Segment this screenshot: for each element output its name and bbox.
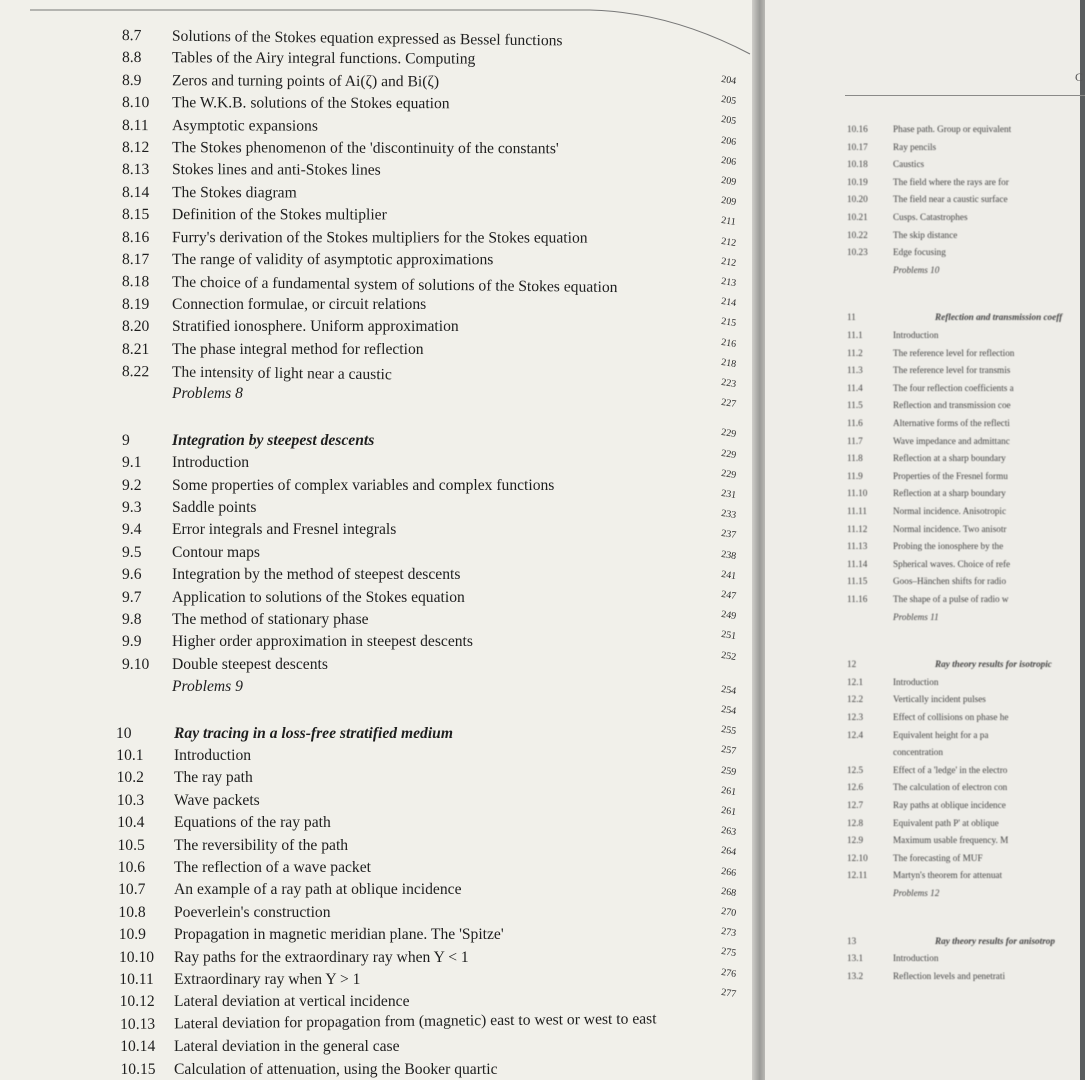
- corner-mark: C: [1075, 70, 1084, 84]
- page-number: 233: [720, 508, 737, 522]
- entry-number: 8.17: [121, 251, 150, 269]
- entry-number: 11.9: [847, 470, 863, 481]
- entry-title: Poeverlein's construction: [173, 903, 331, 921]
- entry-number: 9: [122, 431, 130, 449]
- entry-number: 10: [116, 724, 132, 742]
- entry-title: The ray path: [173, 769, 253, 787]
- page-number: 252: [720, 649, 737, 663]
- entry-title: Problems 12: [893, 888, 940, 898]
- page-number: 254: [720, 704, 737, 717]
- entry-number: 8.13: [121, 161, 150, 179]
- entry-number: 12.9: [847, 835, 864, 846]
- entry-number: 12.6: [847, 782, 864, 793]
- entry-title: Application to solutions of the Stokes equation: [172, 588, 465, 606]
- entry-title: Higher order approximation in steepest descents: [172, 633, 473, 651]
- page-number: 205: [720, 114, 737, 128]
- entry-number: 11.8: [847, 453, 863, 464]
- entry-number: 9.8: [122, 611, 142, 628]
- entry-number: 10.9: [118, 926, 146, 944]
- entry-title: Introduction: [172, 454, 250, 472]
- entry-title: Reflection and transmission coeff: [935, 312, 1063, 323]
- entry-title: Ray tracing in a loss-free stratified medium: [174, 724, 453, 742]
- entry-title: Problems 11: [893, 611, 939, 622]
- entry-title: Vertically incident pulses: [893, 694, 986, 705]
- book-gutter: [752, 0, 765, 1080]
- entry-number: 8.19: [122, 295, 150, 313]
- entry-title: Lateral deviation for propagation from (magnetic) east to west or west to east: [173, 1010, 657, 1033]
- page-number: 229: [720, 447, 737, 461]
- entry-title: The Stokes phenomenon of the 'discontinuity of the constants': [171, 139, 559, 158]
- page-number: 270: [720, 906, 737, 919]
- entry-title: Reflection levels and penetrati: [893, 970, 1005, 981]
- table-of-contents-right: [765, 0, 1080, 1080]
- page-number: 205: [720, 94, 737, 108]
- entry-title: Stratified ionosphere. Uniform approximation: [172, 318, 459, 336]
- entry-title: Ray theory results for isotropic: [935, 659, 1052, 670]
- right-page: [765, 0, 1084, 1080]
- page-number: 206: [720, 134, 737, 148]
- entry-title: Effect of a 'ledge' in the electro: [893, 764, 1008, 775]
- page-number: 261: [720, 784, 737, 798]
- entry-title: Problems 8: [172, 385, 243, 403]
- entry-title: Solutions of the Stokes equation expressed as Bessel functions: [171, 27, 563, 50]
- entry-title: The reversibility of the path: [174, 836, 349, 854]
- entry-number: 10.4: [117, 814, 145, 832]
- entry-number: 10.7: [118, 881, 146, 899]
- entry-number: 11.5: [847, 400, 863, 411]
- entry-number: 13.2: [847, 970, 864, 981]
- entry-number: 10.8: [118, 903, 146, 921]
- entry-number: 10.15: [120, 1060, 156, 1078]
- entry-title: The choice of a fundamental system of solutions of the Stokes equation: [171, 274, 618, 297]
- entry-number: 11.2: [847, 347, 863, 358]
- entry-number: 12.4: [847, 729, 864, 740]
- page-number: 238: [720, 548, 737, 562]
- entry-title: An example of a ray path at oblique incidence: [173, 881, 462, 899]
- entry-title: Propagation in magnetic meridian plane. The 'Spitze': [173, 926, 504, 944]
- entry-title: Asymptotic expansions: [171, 116, 318, 135]
- entry-number: 10.12: [119, 993, 155, 1011]
- page-number: 277: [720, 986, 737, 1000]
- entry-title: Introduction: [893, 953, 939, 964]
- entry-number: 12.11: [847, 870, 868, 881]
- entry-number: 12.2: [847, 694, 864, 705]
- entry-number: 10.1: [116, 747, 144, 764]
- page-number: 204: [720, 74, 737, 87]
- page-number: 229: [720, 427, 737, 441]
- entry-title: Definition of the Stokes multiplier: [171, 206, 387, 224]
- page-number: 209: [720, 175, 737, 188]
- entry-title: Introduction: [893, 676, 939, 687]
- entry-number: 10.18: [847, 159, 868, 170]
- entry-title: concentration: [893, 747, 943, 758]
- entry-number: 11.15: [847, 576, 868, 587]
- entry-title: Ray paths at oblique incidence: [893, 800, 1006, 810]
- page-number: 254: [720, 683, 737, 697]
- entry-title: Extraordinary ray when Y > 1: [173, 971, 361, 988]
- page-number: 273: [720, 926, 737, 940]
- page-number: 206: [720, 154, 737, 168]
- entry-number: 10.13: [119, 1015, 156, 1033]
- entry-title: Stokes lines and anti-Stokes lines: [171, 161, 381, 180]
- page-number: 241: [720, 568, 737, 582]
- entry-title: Properties of the Fresnel formu: [893, 470, 1008, 481]
- page-number: 218: [720, 356, 737, 370]
- entry-number: 10.5: [117, 836, 145, 854]
- entry-title: Wave impedance and admittanc: [893, 435, 1010, 446]
- entry-number: 12.1: [847, 676, 864, 687]
- entry-number: 10.10: [119, 948, 155, 966]
- entry-title: Ray pencils: [893, 141, 937, 152]
- page-number: 266: [720, 865, 737, 879]
- entry-number: 8.15: [121, 206, 150, 224]
- entry-number: 10.3: [116, 791, 145, 809]
- entry-title: Equivalent height for a pa: [893, 729, 989, 740]
- page-number: 261: [720, 805, 737, 818]
- entry-title: The phase integral method for reflection: [172, 340, 424, 358]
- page-number: 231: [720, 488, 737, 501]
- entry-title: Martyn's theorem for attenuat: [893, 870, 1003, 881]
- page-number: 223: [720, 377, 737, 390]
- entry-title: Edge focusing: [893, 247, 946, 258]
- entry-title: Ray theory results for anisotrop: [935, 935, 1055, 946]
- entry-title: The reference level for reflection: [893, 347, 1015, 358]
- entry-number: 12.7: [847, 800, 864, 810]
- entry-number: 8.20: [122, 318, 150, 336]
- page-number: 263: [720, 825, 737, 839]
- page-number: 249: [720, 609, 737, 623]
- entry-number: 9.5: [122, 543, 142, 561]
- page-number: 227: [720, 397, 737, 411]
- entry-number: 9.6: [122, 566, 142, 584]
- entry-title: Probing the ionosphere by the: [893, 541, 1004, 552]
- entry-title: Normal incidence. Anisotropic: [893, 506, 1007, 516]
- entry-title: The forecasting of MUF: [893, 852, 983, 863]
- entry-number: 10.17: [847, 141, 868, 152]
- entry-title: The shape of a pulse of radio w: [893, 594, 1009, 604]
- entry-number: 9.10: [122, 655, 150, 673]
- page-number: 214: [720, 296, 737, 310]
- entry-title: Introduction: [893, 330, 939, 340]
- page-number: 255: [720, 724, 737, 738]
- entry-title: The reference level for transmis: [893, 365, 1011, 376]
- entry-title: Effect of collisions on phase he: [893, 712, 1009, 722]
- entry-number: 10.2: [116, 769, 144, 787]
- entry-title: Double steepest descents: [172, 655, 328, 673]
- entry-number: 8.14: [121, 183, 150, 201]
- entry-title: Ray paths for the extraordinary ray when Y < 1: [174, 948, 469, 966]
- entry-number: 10.11: [119, 971, 154, 988]
- page-number: 213: [720, 276, 737, 289]
- page-number: 251: [720, 629, 737, 643]
- entry-number: 11.14: [847, 558, 868, 569]
- entry-title: Contour maps: [172, 543, 260, 561]
- entry-title: Normal incidence. Two anisotr: [893, 523, 1007, 534]
- entry-title: The range of validity of asymptotic approximations: [171, 251, 494, 269]
- entry-number: 8.12: [121, 139, 150, 157]
- entry-number: 11.12: [847, 523, 868, 534]
- entry-title: Maximum usable frequency. M: [893, 835, 1009, 846]
- entry-number: 11.3: [847, 365, 863, 376]
- entry-number: 10.22: [847, 229, 868, 240]
- entry-number: 10.19: [847, 176, 868, 187]
- page-number: 259: [720, 764, 737, 778]
- entry-title: The Stokes diagram: [171, 183, 297, 202]
- entry-title: The W.K.B. solutions of the Stokes equation: [171, 94, 450, 113]
- entry-title: The field where the rays are for: [893, 176, 1009, 187]
- entry-title: Goos–Hänchen shifts for radio: [893, 576, 1007, 587]
- entry-title: Equivalent path P' at oblique: [893, 817, 999, 828]
- page-number: 209: [720, 195, 737, 209]
- entry-title: Alternative forms of the reflecti: [893, 418, 1010, 428]
- entry-number: 10.20: [847, 194, 868, 205]
- entry-title: Lateral deviation at vertical incidence: [173, 993, 410, 1011]
- entry-title: Some properties of complex variables and complex functions: [172, 476, 555, 494]
- entry-number: 8.21: [122, 340, 150, 358]
- entry-title: The reflection of a wave packet: [173, 859, 371, 876]
- page-number: 229: [720, 467, 737, 481]
- entry-number: 9.3: [122, 499, 142, 516]
- entry-number: 11.1: [847, 330, 863, 340]
- entry-number: 8.7: [121, 27, 142, 45]
- entry-number: 12.10: [847, 852, 868, 863]
- entry-title: Calculation of attenuation, using the Booker quartic: [174, 1060, 498, 1078]
- entry-title: Problems 10: [893, 264, 940, 275]
- entry-number: 8.18: [121, 273, 150, 291]
- page-number: 257: [720, 744, 737, 758]
- entry-number: 12: [847, 659, 857, 670]
- entry-number: 10.23: [847, 247, 868, 258]
- entry-title: Reflection at a sharp boundary: [893, 488, 1006, 499]
- entry-title: Caustics: [893, 159, 925, 170]
- page-number: 211: [720, 215, 737, 229]
- page-number: 264: [720, 845, 737, 859]
- entry-number: 8.9: [121, 71, 142, 89]
- entry-number: 9.7: [122, 588, 142, 606]
- entry-title: The calculation of electron con: [893, 782, 1008, 793]
- entry-number: 10.16: [847, 124, 868, 134]
- entry-number: 8.22: [121, 363, 150, 381]
- page-number: 212: [720, 255, 737, 269]
- entry-title: Furry's derivation of the Stokes multipliers for the Stokes equation: [171, 228, 588, 247]
- page-number-column: [722, 0, 748, 1080]
- entry-number: 9.2: [122, 476, 142, 494]
- entry-title: The four reflection coefficients a: [893, 382, 1014, 393]
- entry-number: 8.8: [121, 49, 142, 67]
- entry-title: Connection formulae, or circuit relations: [172, 295, 427, 313]
- page-number: 268: [720, 885, 737, 899]
- entry-number: 11.13: [847, 541, 868, 552]
- entry-title: Reflection and transmission coe: [893, 400, 1011, 411]
- entry-number: 11.6: [847, 418, 863, 428]
- entry-title: Reflection at a sharp boundary: [893, 453, 1006, 464]
- page-number: 215: [720, 316, 737, 330]
- entry-number: 9.9: [122, 633, 142, 651]
- entry-number: 9.1: [122, 454, 142, 472]
- page-number: 276: [720, 966, 737, 980]
- entry-title: Integration by the method of steepest descents: [172, 566, 461, 584]
- entry-title: The field near a caustic surface: [893, 194, 1008, 205]
- page-number: 212: [720, 235, 737, 249]
- entry-title: Zeros and turning points of Ai(ζ) and Bi(ζ): [171, 72, 440, 91]
- entry-number: 11.7: [847, 435, 863, 446]
- entry-title: Introduction: [173, 747, 252, 764]
- entry-number: 8.11: [121, 116, 149, 134]
- entry-number: 10.14: [120, 1038, 156, 1056]
- entry-number: 8.10: [121, 94, 150, 112]
- entry-title: Phase path. Group or equivalent: [893, 124, 1012, 134]
- entry-number: 10.21: [847, 212, 868, 222]
- entry-title: The skip distance: [893, 229, 958, 240]
- entry-title: Integration by steepest descents: [172, 431, 375, 449]
- page-number: 237: [720, 528, 737, 542]
- entry-number: 12.5: [847, 764, 864, 775]
- entry-title: The intensity of light near a caustic: [171, 363, 392, 384]
- entry-number: 9.4: [122, 521, 142, 539]
- entry-number: 11.16: [847, 594, 868, 604]
- entry-title: Spherical waves. Choice of refe: [893, 558, 1011, 569]
- entry-title: Lateral deviation in the general case: [173, 1038, 400, 1056]
- entry-title: Error integrals and Fresnel integrals: [172, 521, 397, 539]
- entry-number: 12.3: [847, 712, 864, 722]
- entry-title: Wave packets: [173, 791, 260, 809]
- page-number: 247: [720, 589, 737, 602]
- entry-number: 13.1: [847, 953, 864, 964]
- entry-number: 8.16: [121, 228, 150, 246]
- entry-number: 13: [847, 935, 857, 946]
- entry-title: The method of stationary phase: [172, 611, 369, 628]
- entry-number: 12.8: [847, 817, 864, 828]
- page-number: 275: [720, 946, 737, 960]
- entry-title: Tables of the Airy integral functions. Computing: [171, 49, 476, 69]
- entry-title: Cusps. Catastrophes: [893, 212, 968, 222]
- entry-number: 10.6: [117, 859, 146, 876]
- entry-title: Problems 9: [172, 678, 243, 696]
- entry-title: Saddle points: [172, 499, 257, 516]
- entry-number: 11.11: [847, 506, 867, 516]
- entry-title: Equations of the ray path: [173, 814, 331, 832]
- entry-number: 11.4: [847, 382, 863, 393]
- page-number: 216: [720, 336, 737, 350]
- entry-number: 11.10: [847, 488, 868, 499]
- entry-number: 11: [847, 312, 856, 323]
